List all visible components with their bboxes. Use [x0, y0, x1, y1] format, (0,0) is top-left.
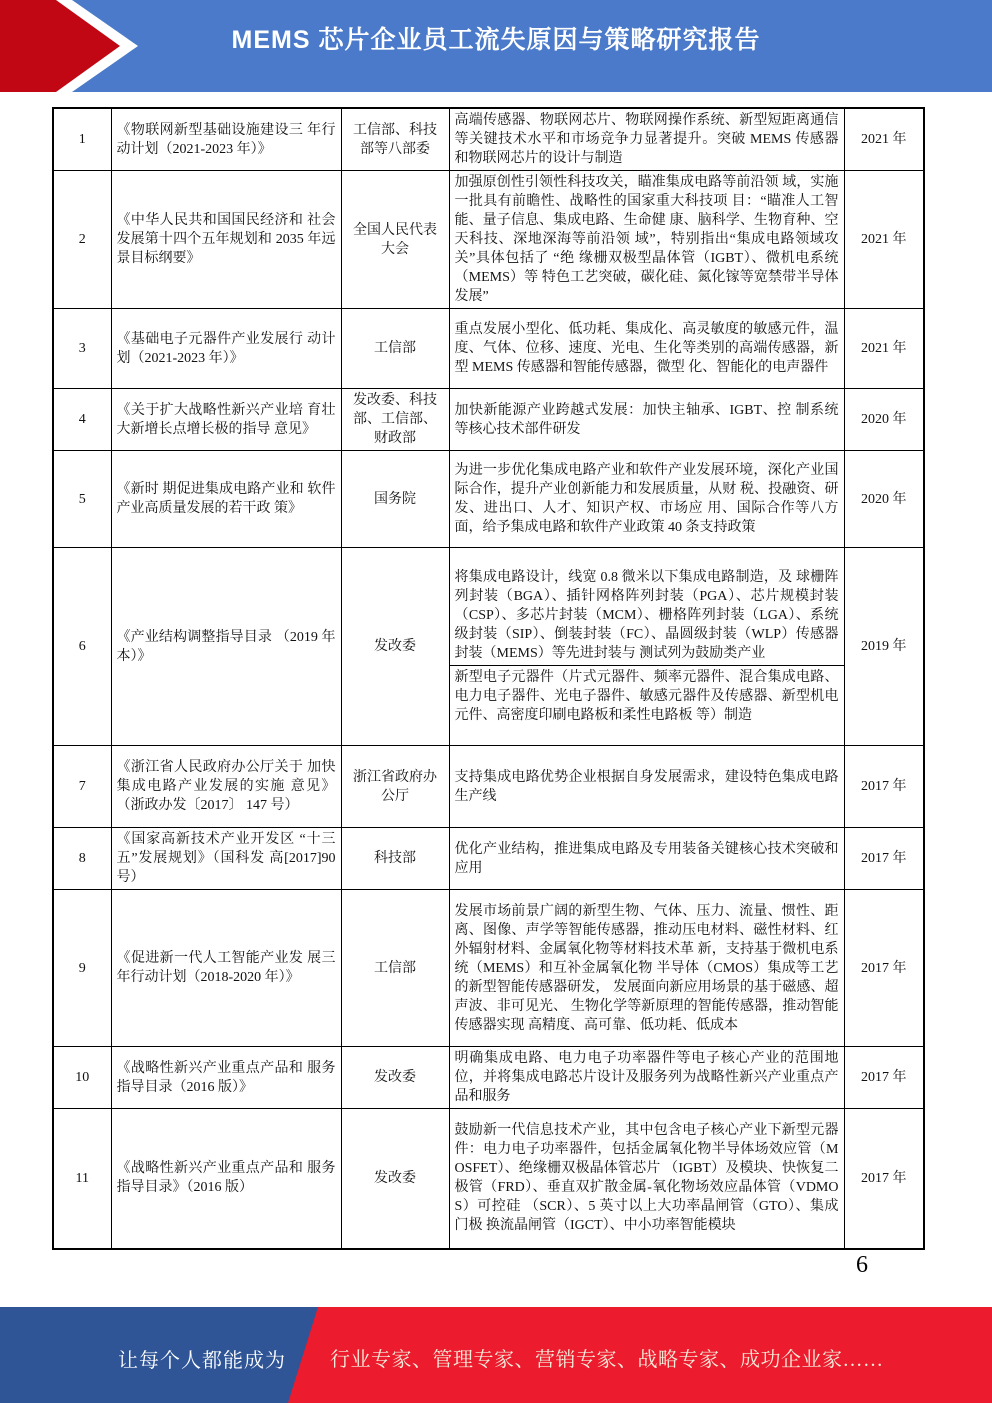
policy-agency: 工信部 [341, 890, 449, 1047]
policy-name: 《基础电子元器件产业发展行 动计划（2021-2023 年）》 [111, 309, 341, 389]
page-title: MEMS 芯片企业员工流失原因与策略研究报告 [231, 26, 761, 54]
table-row [53, 451, 924, 548]
policy-name: 《中华人民共和国国民经济和 社会发展第十四个五年规划和 2035 年远景目标纲要》 [111, 171, 341, 309]
policy-agency: 国务院 [341, 451, 449, 548]
header-banner [0, 0, 992, 92]
table-row [53, 548, 924, 746]
policy-index: 8 [53, 828, 111, 890]
policy-index: 1 [53, 108, 111, 171]
policy-description [449, 548, 844, 746]
policy-description: 为进一步优化集成电路产业和软件产业发展环境，深化产业国际合作，提升产业创新能力和发展质量，从财 税、投融资、研发、进出口、人才、知识产权、市场应 用、国际合作等八方面，给予集成电路和软件产业政策 40 条支持政策 [449, 451, 844, 548]
policy-description: 高端传感器、物联网芯片、物联网操作系统、新型短距离通信等关键技术水平和市场竞争力显著提升。突破 MEMS 传感器和物联网芯片的设计与制造 [449, 108, 844, 171]
table-row [53, 1109, 924, 1249]
footer-banner [0, 1307, 992, 1403]
policy-index: 3 [53, 309, 111, 389]
policy-name: 《物联网新型基础设施建设三 年行动计划（2021-2023 年）》 [111, 108, 341, 171]
policy-index: 5 [53, 451, 111, 548]
policy-year: 2017 年 [844, 828, 924, 890]
policy-name: 《战略性新兴产业重点产品和 服务指导目录》（2016 版） [111, 1109, 341, 1249]
policy-index: 7 [53, 746, 111, 828]
policy-description: 发展市场前景广阔的新型生物、气体、压力、流量、惯性、距离、图像、声学等智能传感器，推动压电材料、磁性材料、红外辐射材料、金属氧化物等材料技术革 新，支持基于微机电系统（MEMS）和互补金属氧化物 半导体（CMOS）集成等工艺的新型智能传感器研发， 发展面向新应用场景的基于磁感、超声波、非可见光、 生物化学等新原理的智能传感器，推动智能传感器实现 高精度、高可靠、低功耗、低成本 [449, 890, 844, 1047]
footer-slogan-left: 让每个人都能成为 [118, 1350, 286, 1372]
policy-name: 《产业结构调整指导目录 （2019 年本）》 [111, 548, 341, 746]
policy-description: 加快新能源产业跨越式发展：加快主轴承、IGBT、控 制系统等核心技术部件研发 [449, 389, 844, 451]
policy-agency: 发改委 [341, 548, 449, 746]
policy-year: 2019 年 [844, 548, 924, 746]
policy-index: 4 [53, 389, 111, 451]
policy-index: 9 [53, 890, 111, 1047]
policy-index: 6 [53, 548, 111, 746]
policy-name: 《促进新一代人工智能产业发 展三年行动计划（2018-2020 年）》 [111, 890, 341, 1047]
policy-agency: 发改委、科技 部、工信部、 财政部 [341, 389, 449, 451]
table-row [53, 171, 924, 309]
policy-year: 2017 年 [844, 890, 924, 1047]
policy-agency: 科技部 [341, 828, 449, 890]
policy-description-part: 将集成电路设计，线宽 0.8 微米以下集成电路制造，及 球栅阵列封装（BGA）、插针网格阵列封装（PGA）、芯片规模封装（CSP）、多芯片封装（MCM）、栅格阵列封装（LGA）、系统级封装（SIP）、倒装封装（FC）、晶圆级封装（WLP）传感器封装（MEMS）等先进封装与 测试列为鼓励类产业 [454, 570, 839, 661]
policy-description-part: 新型电子元器件（片式元器件、频率元器件、混合集成电路、电力电子器件、光电子器件、敏感元器件及传感器、新型机电元件、高密度印刷电路板和柔性电路板 等）制造 [450, 665, 844, 727]
table-row [53, 828, 924, 890]
policy-description: 优化产业结构，推进集成电路及专用装备关键核心技术突破和应用 [449, 828, 844, 890]
policy-table [52, 107, 925, 1250]
policy-agency: 发改委 [341, 1047, 449, 1109]
policy-description: 重点发展小型化、低功耗、集成化、高灵敏度的敏感元件，温度、气体、位移、速度、光电、生化等类别的高端传感器，新型 MEMS 传感器和智能传感器，微型 化、智能化的电声器件 [449, 309, 844, 389]
table-row [53, 890, 924, 1047]
policy-index: 2 [53, 171, 111, 309]
policy-agency: 全国人民代表 大会 [341, 171, 449, 309]
table-row [53, 389, 924, 451]
policy-year: 2021 年 [844, 108, 924, 171]
policy-name: 《浙江省人民政府办公厅关于 加快集成电路产业发展的实施 意见》（浙政办发〔2017〕 147 号） [111, 746, 341, 828]
policy-year: 2021 年 [844, 309, 924, 389]
policy-name: 《关于扩大战略性新兴产业培 育壮大新增长点增长极的指导 意见》 [111, 389, 341, 451]
policy-name: 《战略性新兴产业重点产品和 服务指导目录（2016 版）》 [111, 1047, 341, 1109]
policy-year: 2017 年 [844, 1109, 924, 1249]
table-row [53, 108, 924, 171]
policy-year: 2021 年 [844, 171, 924, 309]
table-row [53, 746, 924, 828]
table-row [53, 309, 924, 389]
policy-name: 《国家高新技术产业开发区 “十三五”发展规划》（国科发 高[2017]90 号） [111, 828, 341, 890]
policy-year: 2020 年 [844, 389, 924, 451]
policy-agency: 发改委 [341, 1109, 449, 1249]
policy-description: 明确集成电路、电力电子功率器件等电子核心产业的范围地位，并将集成电路芯片设计及服务列为战略性新兴产业重点产品和服务 [449, 1047, 844, 1109]
page-number: 6 [856, 1252, 868, 1278]
policy-agency: 工信部 [341, 309, 449, 389]
policy-description: 加强原创性引领性科技攻关，瞄准集成电路等前沿领 域，实施一批具有前瞻性、战略性的国家重大科技项 目：“瞄准人工智能、量子信息、集成电路、生命健 康、脑科学、生物育种、空天科技、深地深海等前沿领 域”，特别指出“集成电路领域攻关”具体包括了 “绝 缘栅双极型晶体管（IGBT）、微机电系统（MEMS）等 特色工艺突破，碳化硅、氮化镓等宽禁带半导体发展” [449, 171, 844, 309]
policy-description: 鼓励新一代信息技术产业，其中包含电子核心产业下新型元器件：电力电子功率器件，包括金属氧化物半导体场效应管（MOSFET）、绝缘栅双极晶体管芯片 （IGBT）及模块、快恢复二极管（FRD）、垂直双扩散金属-氧化物场效应晶体管（VDMOS）可控硅 （SCR）、5 英寸以上大功率晶闸管（GTO）、集成门极 换流晶闸管（IGCT）、中小功率智能模块 [449, 1109, 844, 1249]
policy-agency: 浙江省政府办 公厅 [341, 746, 449, 828]
policy-index: 10 [53, 1047, 111, 1109]
policy-year: 2017 年 [844, 746, 924, 828]
table-row [53, 1047, 924, 1109]
footer-slogan-right: 行业专家、管理专家、营销专家、战略专家、成功企业家…… [330, 1349, 884, 1371]
policy-agency: 工信部、科技 部等八部委 [341, 108, 449, 171]
policy-name: 《新时 期促进集成电路产业和 软件产业高质量发展的若干政 策》 [111, 451, 341, 548]
policy-description: 支持集成电路优势企业根据自身发展需求，建设特色集成电路生产线 [449, 746, 844, 828]
policy-index: 11 [53, 1109, 111, 1249]
policy-year: 2017 年 [844, 1047, 924, 1109]
policy-year: 2020 年 [844, 451, 924, 548]
